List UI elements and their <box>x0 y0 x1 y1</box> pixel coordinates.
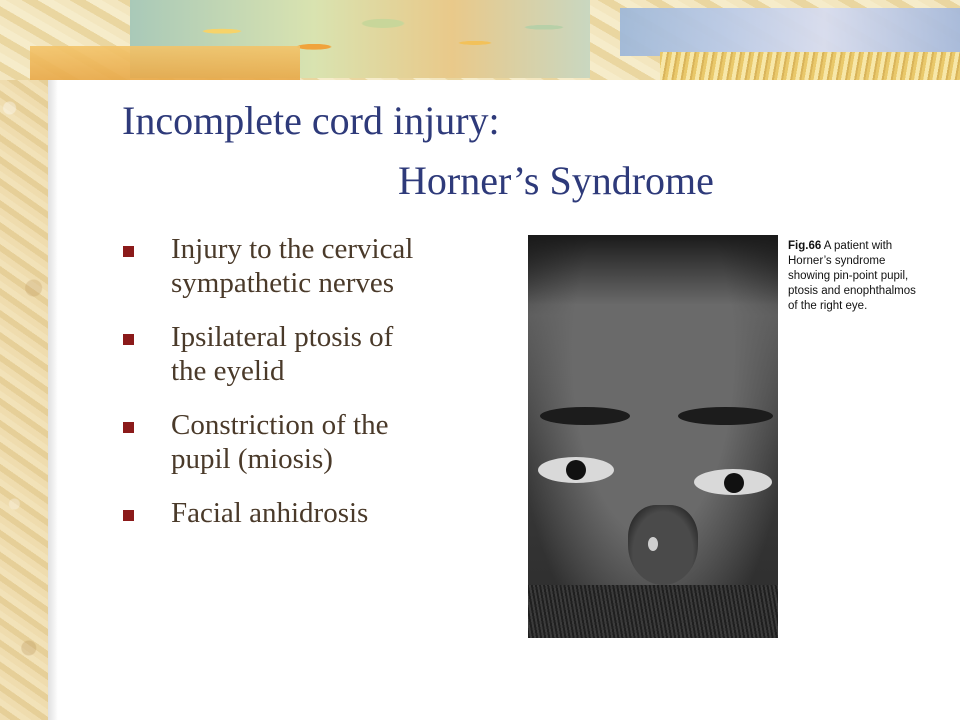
slide-title-line-1: Incomplete cord injury: <box>122 98 500 143</box>
figure-label: Fig.66 <box>788 240 822 252</box>
bullet-text: Ipsilateral ptosis of the eyelid <box>171 321 394 387</box>
bullet-text: Injury to the cervical sympathetic nerves <box>171 233 414 299</box>
square-bullet-icon <box>123 422 134 433</box>
banner-blue-band <box>620 8 960 56</box>
caption-line: A patient with <box>823 240 893 252</box>
figure-horner-patient <box>528 235 928 638</box>
top-decorative-banner <box>0 0 960 80</box>
left-decorative-strip <box>0 0 48 720</box>
square-bullet-icon <box>123 334 134 345</box>
patient-face-photo <box>528 235 778 638</box>
caption-line: of the right eye. <box>788 300 868 312</box>
figure-caption <box>780 235 928 638</box>
bullet-text: Constriction of the pupil (miosis) <box>171 409 389 475</box>
bullet-item <box>123 232 493 300</box>
banner-straw-band <box>660 52 960 80</box>
bullet-item <box>123 408 493 476</box>
caption-line: Horner’s syndrome <box>788 255 886 267</box>
bullet-text: Facial anhidrosis <box>171 497 369 529</box>
bullet-item <box>123 496 493 530</box>
banner-gold-band <box>30 46 300 80</box>
caption-line: showing pin-point pupil, <box>788 270 909 282</box>
square-bullet-icon <box>123 510 134 521</box>
bullet-item <box>123 320 493 388</box>
bullet-list <box>123 232 493 550</box>
slide-title-line-2: Horner’s Syndrome <box>398 158 714 203</box>
square-bullet-icon <box>123 246 134 257</box>
caption-line: ptosis and enophthalmos <box>788 285 916 297</box>
left-strip-shadow <box>48 80 58 720</box>
